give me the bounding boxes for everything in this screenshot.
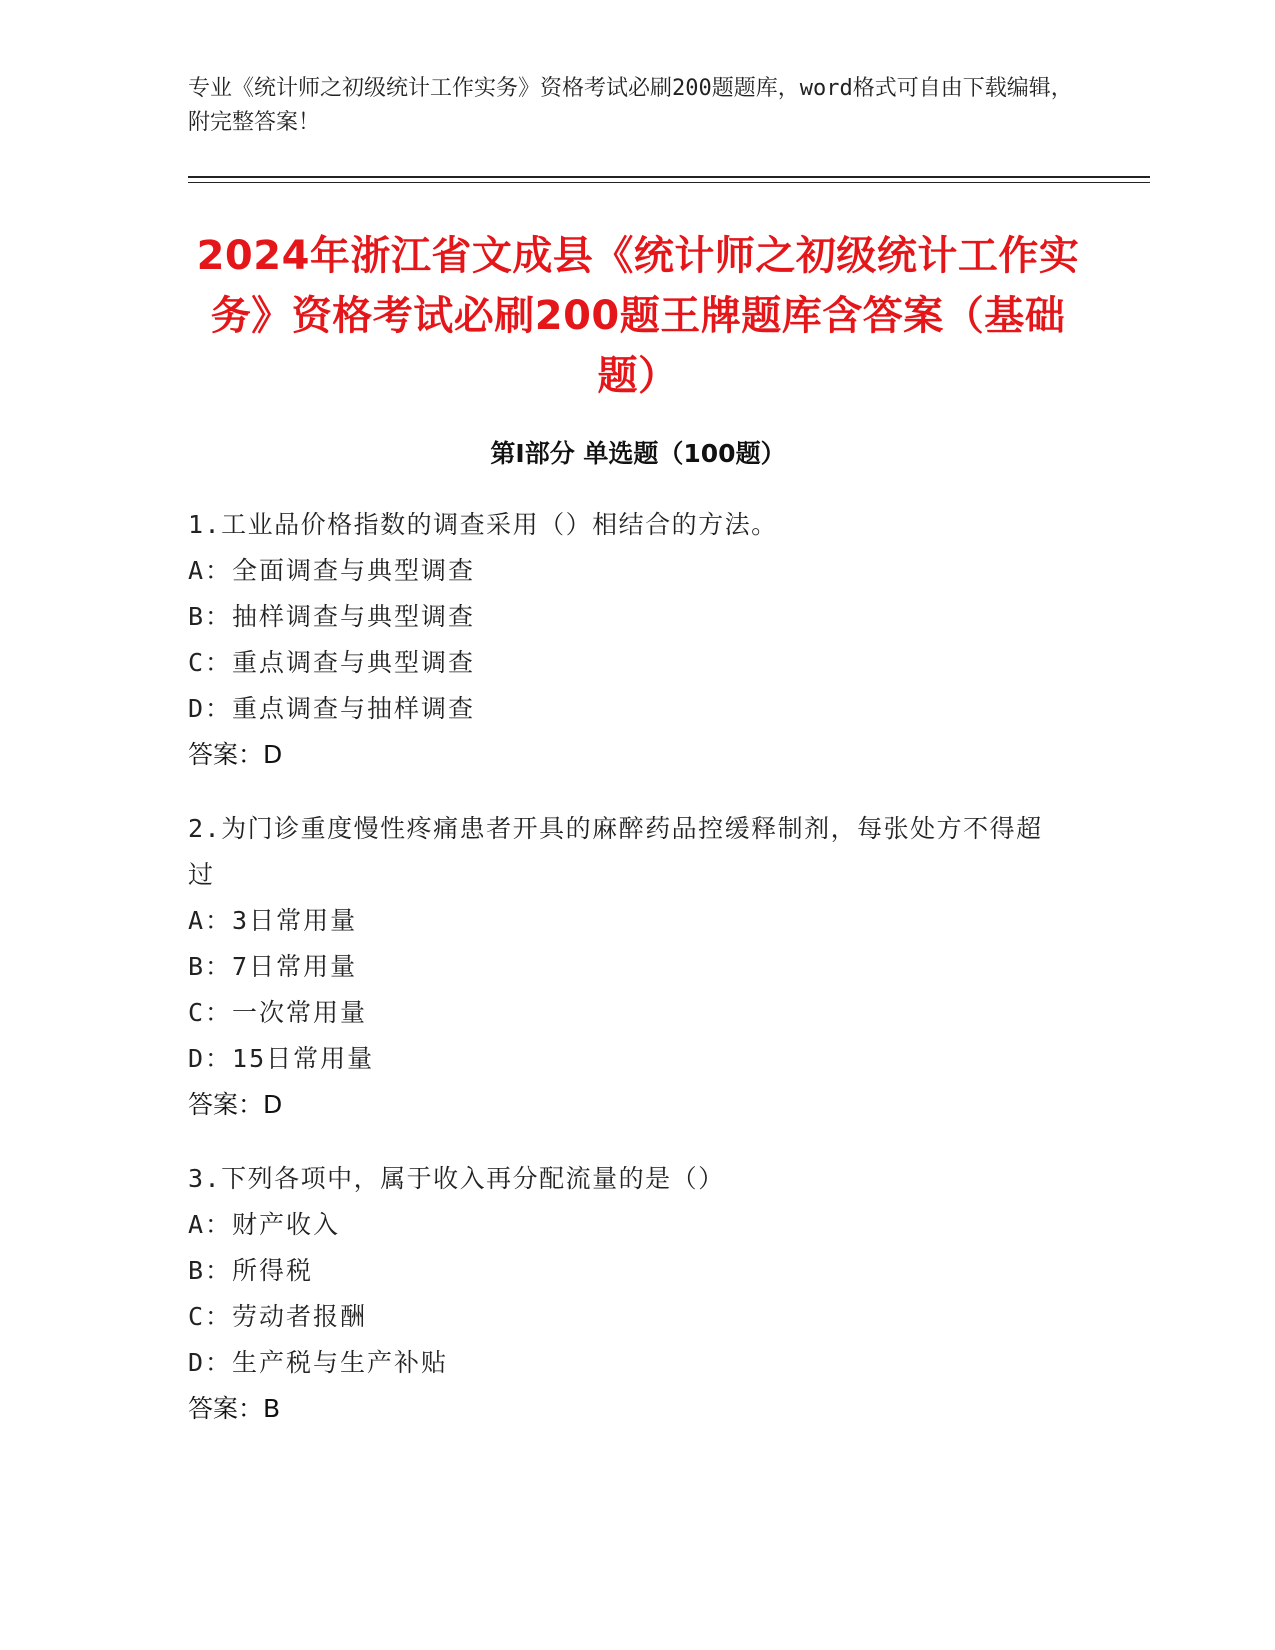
- header-rule-thin: [188, 182, 1150, 183]
- question-stem: 2.为门诊重度慢性疼痛患者开具的麻醉药品控缓释制剂，每张处方不得超过: [188, 814, 1043, 889]
- option-c: C：劳动者报酬: [188, 1302, 368, 1331]
- question-1: [188, 502, 1068, 778]
- section-title: 第Ⅰ部分 单选题（100题）: [490, 439, 786, 468]
- option-d: D：15日常用量: [188, 1044, 375, 1073]
- question-stem: 1.工业品价格指数的调查采用（）相结合的方法。: [188, 510, 778, 539]
- option-b: B：7日常用量: [188, 952, 358, 981]
- option-b: B：抽样调查与典型调查: [188, 602, 476, 631]
- option-c: C：一次常用量: [188, 998, 368, 1027]
- option-c: C：重点调查与典型调查: [188, 648, 476, 677]
- option-d: D：重点调查与抽样调查: [188, 694, 476, 723]
- option-a: A：全面调查与典型调查: [188, 556, 476, 585]
- question-stem: 3.下列各项中，属于收入再分配流量的是（）: [188, 1164, 725, 1193]
- answer: 答案：D: [188, 740, 283, 769]
- header-note: 专业《统计师之初级统计工作实务》资格考试必刷200题题库，word格式可自由下载编辑，附完整答案！: [188, 76, 1073, 135]
- document-title: 2024年浙江省文成县《统计师之初级统计工作实务》资格考试必刷200题王牌题库含答案（基础题）: [196, 233, 1080, 399]
- option-a: A：财产收入: [188, 1210, 341, 1239]
- option-a: A：3日常用量: [188, 906, 358, 935]
- answer: 答案：D: [188, 1090, 283, 1119]
- question-3: [188, 1156, 1068, 1432]
- header-rule-thick: [188, 176, 1150, 178]
- answer: 答案：B: [188, 1394, 281, 1423]
- question-2: [188, 806, 1068, 1128]
- option-d: D：生产税与生产补贴: [188, 1348, 449, 1377]
- option-b: B：所得税: [188, 1256, 314, 1285]
